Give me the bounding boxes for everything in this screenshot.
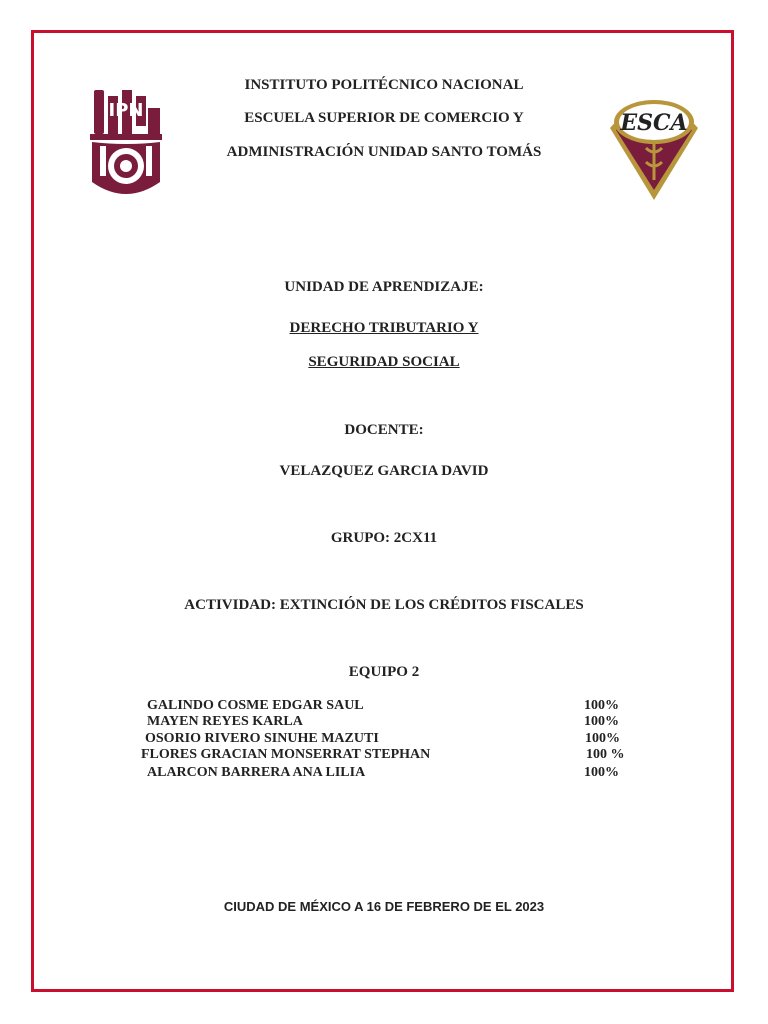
group-label: GRUPO: 2CX11: [330, 530, 438, 546]
member-name: OSORIO RIVERO SINUHE MAZUTI: [145, 731, 379, 746]
member-percentage: 100%: [585, 731, 620, 746]
course-name-line2: SEGURIDAD SOCIAL: [308, 354, 460, 370]
institution-name: INSTITUTO POLITÉCNICO NACIONAL: [244, 77, 524, 93]
esca-logo-text: ESCA: [620, 110, 688, 136]
school-name-line1: ESCUELA SUPERIOR DE COMERCIO Y: [244, 110, 524, 126]
member-name: ALARCON BARRERA ANA LILIA: [147, 765, 366, 780]
place-date: CIUDAD DE MÉXICO A 16 DE FEBRERO DE EL 2023: [223, 899, 545, 914]
member-name: GALINDO COSME EDGAR SAUL: [147, 698, 364, 713]
member-percentage: 100 %: [586, 747, 625, 762]
teacher-label: DOCENTE:: [344, 422, 424, 438]
team-title: EQUIPO 2: [348, 664, 420, 680]
teacher-name: VELAZQUEZ GARCIA DAVID: [279, 463, 489, 479]
member-percentage: 100%: [584, 698, 619, 713]
course-label: UNIDAD DE APRENDIZAJE:: [284, 279, 484, 295]
activity-title: ACTIVIDAD: EXTINCIÓN DE LOS CRÉDITOS FISCALES: [184, 597, 584, 613]
ipn-logo-text: IPN: [108, 100, 144, 121]
member-name: MAYEN REYES KARLA: [147, 714, 303, 729]
course-name-line1: DERECHO TRIBUTARIO Y: [289, 320, 479, 336]
member-percentage: 100%: [584, 714, 619, 729]
member-name: FLORES GRACIAN MONSERRAT STEPHAN: [141, 747, 431, 762]
school-name-line2: ADMINISTRACIÓN UNIDAD SANTO TOMÁS: [226, 144, 542, 160]
member-percentage: 100%: [584, 765, 619, 780]
